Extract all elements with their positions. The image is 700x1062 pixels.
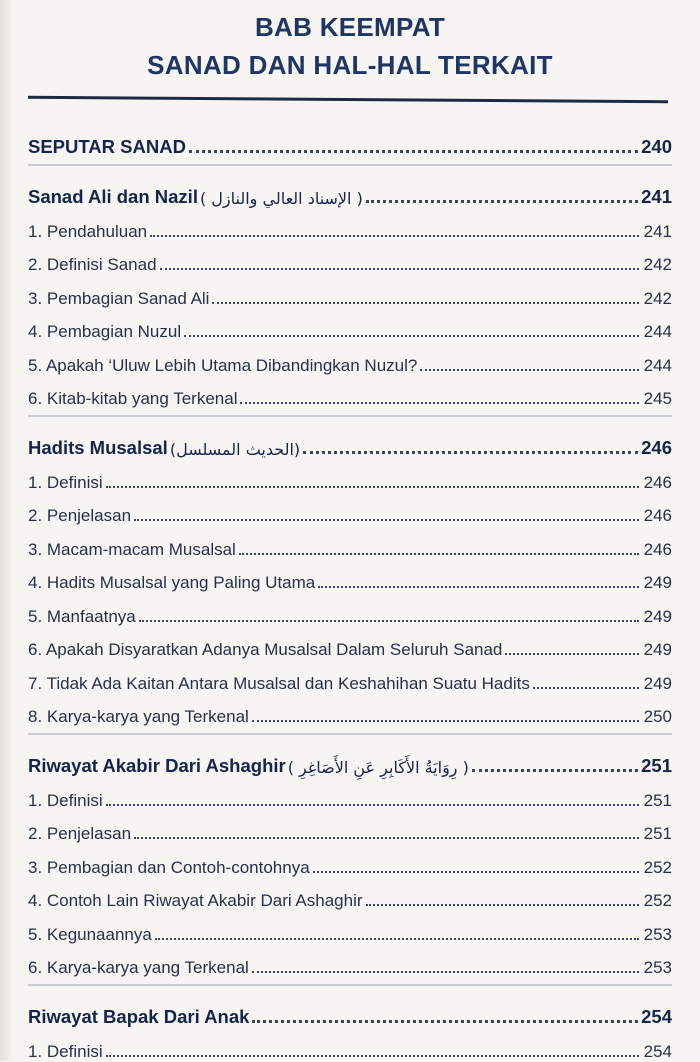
section-arabic-title: (الحديث المسلسل) [169, 440, 301, 459]
entry-label: 2. Definisi Sanad [28, 255, 157, 274]
entry-label: 1. Definisi [28, 472, 103, 492]
dot-leader [240, 402, 639, 404]
entry-page-number: 251 [643, 824, 672, 843]
toc-entry[interactable] [28, 844, 672, 878]
dot-leader [134, 519, 639, 521]
entry-page-number: 246 [643, 506, 672, 525]
entry-page-number: 246 [643, 539, 672, 559]
toc-section-heading[interactable] [28, 124, 672, 158]
dot-leader [252, 1020, 638, 1023]
toc-entry[interactable] [28, 275, 672, 309]
table-of-contents [28, 124, 672, 1062]
dot-leader [366, 200, 638, 203]
toc-entry[interactable] [28, 911, 672, 945]
dot-leader [212, 302, 639, 304]
dot-leader [472, 769, 638, 772]
section-page-number: 251 [641, 755, 672, 776]
entry-page-number: 242 [643, 288, 672, 308]
toc-section [28, 733, 672, 978]
dot-leader [106, 804, 639, 806]
entry-label: 5. Manfaatnya [28, 606, 136, 626]
toc-entry[interactable] [28, 593, 672, 627]
section-page-number: 254 [641, 1006, 672, 1027]
section-divider [28, 164, 672, 166]
entry-page-number: 253 [643, 924, 672, 944]
entry-label: 1. Pendahuluan [28, 221, 148, 241]
dot-leader [139, 620, 639, 622]
entry-page-number: 252 [643, 857, 672, 877]
entry-label: 6. Apakah Disyaratkan Adanya Musalsal Dalam Seluruh Sanad [28, 640, 503, 659]
dot-leader [533, 687, 639, 689]
dot-leader [160, 268, 639, 270]
dot-leader [505, 653, 639, 655]
section-arabic-title: ( رِوَايَةُ الأَكَابِرِ عَنِ الأَصَاغِرِ ) [287, 758, 469, 777]
toc-entry[interactable] [28, 242, 672, 276]
toc-entry[interactable] [28, 526, 672, 560]
toc-section-heading[interactable] [28, 994, 672, 1028]
toc-entry[interactable] [28, 694, 672, 728]
dot-leader [155, 938, 639, 940]
dot-leader [189, 150, 638, 153]
chapter-title: SANAD DAN HAL-HAL TERKAIT [147, 50, 553, 80]
section-title: Riwayat Bapak Dari Anak [28, 1006, 250, 1027]
entry-page-number: 252 [643, 891, 672, 910]
dot-leader [134, 837, 639, 839]
entry-label: 7. Tidak Ada Kaitan Antara Musalsal dan Keshahihan Suatu Hadits [28, 673, 530, 693]
chapter-number: BAB KEEMPAT [254, 12, 446, 42]
toc-entry[interactable] [28, 493, 672, 527]
toc-section [28, 984, 672, 1062]
dot-leader [239, 553, 639, 555]
section-divider [28, 733, 672, 735]
section-arabic-title: ( الإسناد العالي والنازل ) [199, 189, 363, 208]
entry-label: 1. Definisi [28, 790, 103, 810]
dot-leader [106, 486, 639, 488]
dot-leader [318, 586, 639, 588]
entry-page-number: 249 [643, 573, 672, 592]
entry-page-number: 253 [643, 958, 672, 977]
toc-entry[interactable] [28, 459, 672, 493]
chapter-header [0, 8, 700, 84]
toc-entry[interactable] [28, 811, 672, 845]
entry-label: 3. Pembagian dan Contoh-contohnya [28, 857, 310, 877]
toc-entry[interactable] [28, 945, 672, 979]
entry-page-number: 249 [643, 640, 672, 659]
section-divider [28, 415, 672, 417]
toc-entry[interactable] [28, 1028, 672, 1062]
entry-label: 5. Kegunaannya [28, 924, 152, 944]
dot-leader [252, 971, 639, 973]
section-page-number: 246 [641, 437, 672, 458]
toc-entry[interactable] [28, 376, 672, 410]
entry-label: 1. Definisi [28, 1041, 103, 1061]
toc-entry[interactable] [28, 560, 672, 594]
dot-leader [366, 904, 639, 906]
dot-leader [150, 235, 639, 237]
entry-label: 5. Apakah ‘Uluw Lebih Utama Dibandingkan Nuzul? [28, 355, 418, 375]
entry-label: 6. Karya-karya yang Terkenal [28, 958, 249, 977]
dot-leader [303, 451, 638, 454]
page-edge-shadow [0, 0, 14, 1061]
section-divider [28, 984, 672, 986]
entry-label: 2. Penjelasan [28, 824, 132, 843]
toc-entry[interactable] [28, 777, 672, 811]
entry-page-number: 251 [643, 790, 672, 810]
toc-section-heading[interactable] [28, 425, 672, 459]
entry-page-number: 245 [643, 389, 672, 408]
section-title: SEPUTAR SANAD [28, 136, 186, 157]
section-title: Sanad Ali dan Nazil [28, 186, 198, 207]
dot-leader [184, 335, 639, 337]
dot-leader [313, 871, 639, 873]
toc-entry[interactable] [28, 342, 672, 376]
entry-page-number: 244 [643, 322, 672, 341]
toc-section-heading[interactable] [28, 174, 672, 208]
entry-page-number: 249 [643, 606, 672, 626]
header-divider [28, 96, 668, 103]
toc-entry[interactable] [28, 309, 672, 343]
entry-page-number: 241 [643, 221, 672, 241]
toc-entry[interactable] [28, 878, 672, 912]
section-page-number: 240 [641, 136, 672, 157]
dot-leader [252, 720, 639, 722]
entry-page-number: 250 [643, 707, 672, 726]
entry-page-number: 242 [643, 255, 672, 274]
entry-page-number: 246 [643, 472, 672, 492]
entry-label: 3. Macam-macam Musalsal [28, 539, 236, 559]
section-title: Riwayat Akabir Dari Ashaghir [28, 755, 286, 776]
toc-entry[interactable] [28, 208, 672, 242]
entry-page-number: 244 [643, 355, 672, 375]
entry-label: 4. Hadits Musalsal yang Paling Utama [28, 573, 316, 592]
entry-label: 4. Contoh Lain Riwayat Akabir Dari Ashaghir [28, 891, 363, 910]
section-title: Hadits Musalsal [28, 437, 168, 458]
toc-section [28, 164, 672, 409]
toc-entry[interactable] [28, 627, 672, 661]
toc-section [28, 124, 672, 158]
section-page-number: 241 [641, 186, 672, 207]
entry-label: 3. Pembagian Sanad Ali [28, 288, 210, 308]
entry-label: 6. Kitab-kitab yang Terkenal [28, 389, 238, 408]
toc-entry[interactable] [28, 660, 672, 694]
dot-leader [106, 1055, 639, 1057]
dot-leader [420, 369, 639, 371]
toc-section-heading[interactable] [28, 743, 672, 777]
entry-page-number: 249 [643, 673, 672, 693]
entry-label: 8. Karya-karya yang Terkenal [28, 707, 249, 726]
entry-label: 2. Penjelasan [28, 506, 132, 525]
entry-label: 4. Pembagian Nuzul [28, 322, 182, 341]
entry-page-number: 254 [643, 1041, 672, 1061]
toc-section [28, 415, 672, 727]
